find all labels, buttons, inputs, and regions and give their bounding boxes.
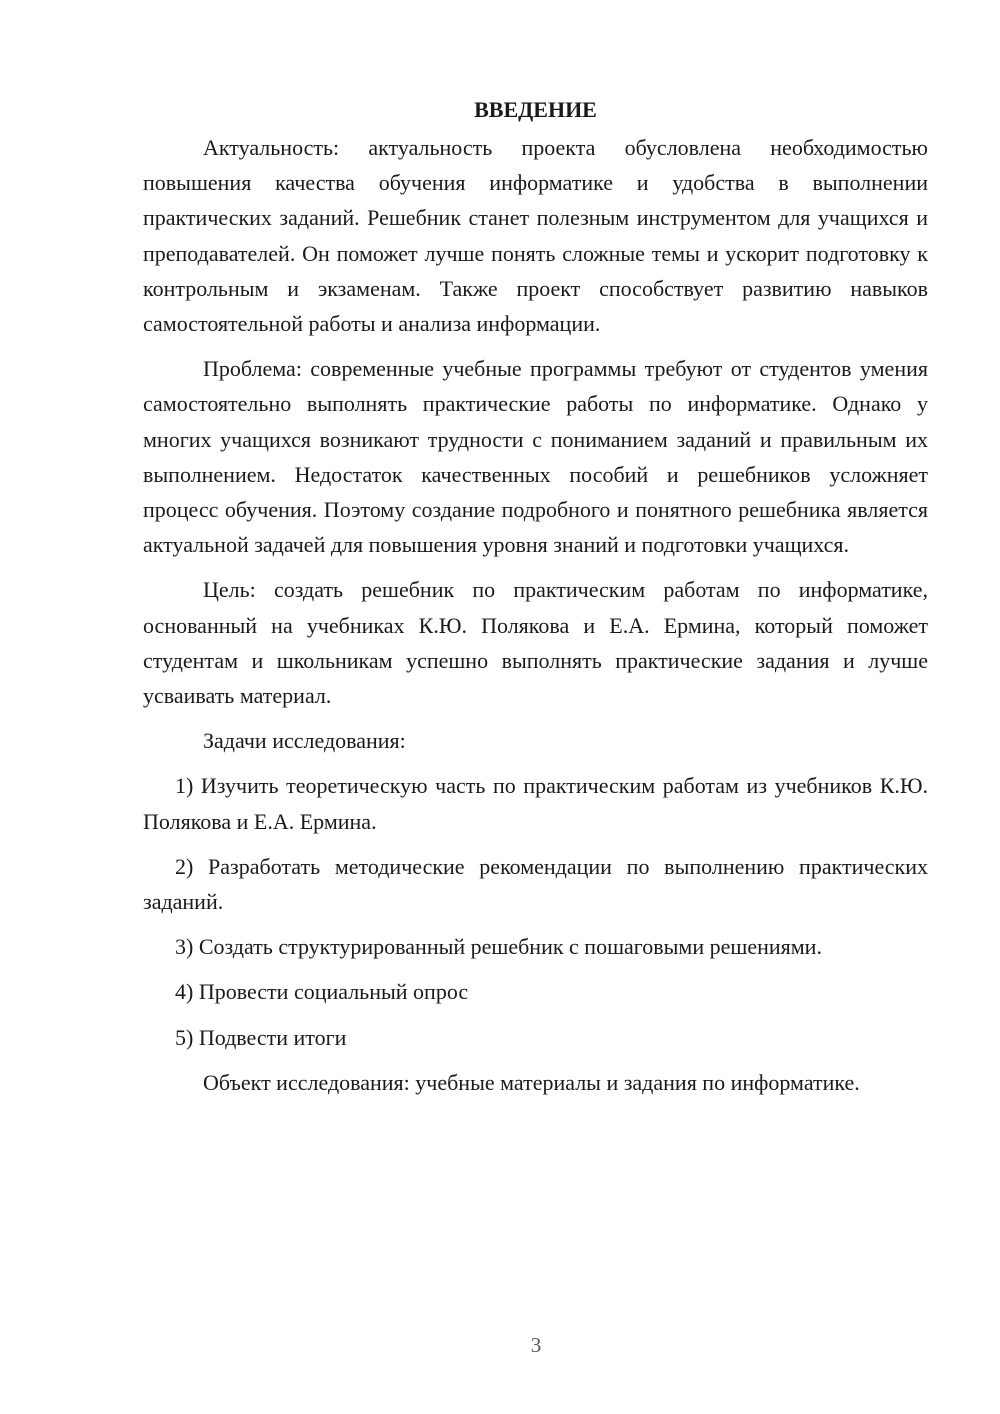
task-item-5: 5) Подвести итоги	[175, 1024, 347, 1050]
task-item-4: 4) Провести социальный опрос	[175, 979, 469, 1005]
goal-paragraph: Цель: создать решебник по практическим работам по информатике, основанный на учебниках К.Ю. Полякова и Е.А. Ермина, который поможет студентам и школьникам успешно выполнять практические задания и лучше усваивать материал.	[143, 577, 928, 709]
object-paragraph: Объект исследования: учебные материалы и задания по информатике.	[203, 1069, 860, 1095]
page-content	[143, 92, 928, 1110]
task-item-3: 3) Создать структурированный решебник с пошаговыми решениями.	[175, 934, 822, 960]
section-heading: ВВЕДЕНИЕ	[474, 97, 597, 122]
task-item-2: 2) Разработать методические рекомендации по выполнению практических заданий.	[143, 853, 928, 915]
relevance-paragraph: Актуальность: актуальность проекта обусловлена необходимостью повышения качества обучения информатике и удобства в выполнении практических заданий. Решебник станет полезным инструментом для учащихся и преподавателей. Он поможет лучше понять сложные темы и ускорит подготовку к контрольным и экзаменам. Также проект способствует развитию навыков самостоятельной работы и анализа информации.	[143, 135, 928, 337]
tasks-list	[143, 768, 928, 1054]
page-number: 3	[530, 1333, 542, 1357]
tasks-label: Задачи исследования:	[203, 728, 406, 754]
problem-paragraph: Проблема: современные учебные программы требуют от студентов умения самостоятельно выполнять практические работы по информатике. Однако у многих учащихся возникают трудности с пониманием заданий и правильным их выполнением. Недостаток качественных пособий и решебников усложняет процесс обучения. Поэтому создание подробного и понятного решебника является актуальной задачей для повышения уровня знаний и подготовки учащихся.	[143, 356, 928, 558]
task-item-1: 1) Изучить теоретическую часть по практическим работам из учебников К.Ю. Полякова и Е.А. Ермина.	[143, 773, 928, 834]
